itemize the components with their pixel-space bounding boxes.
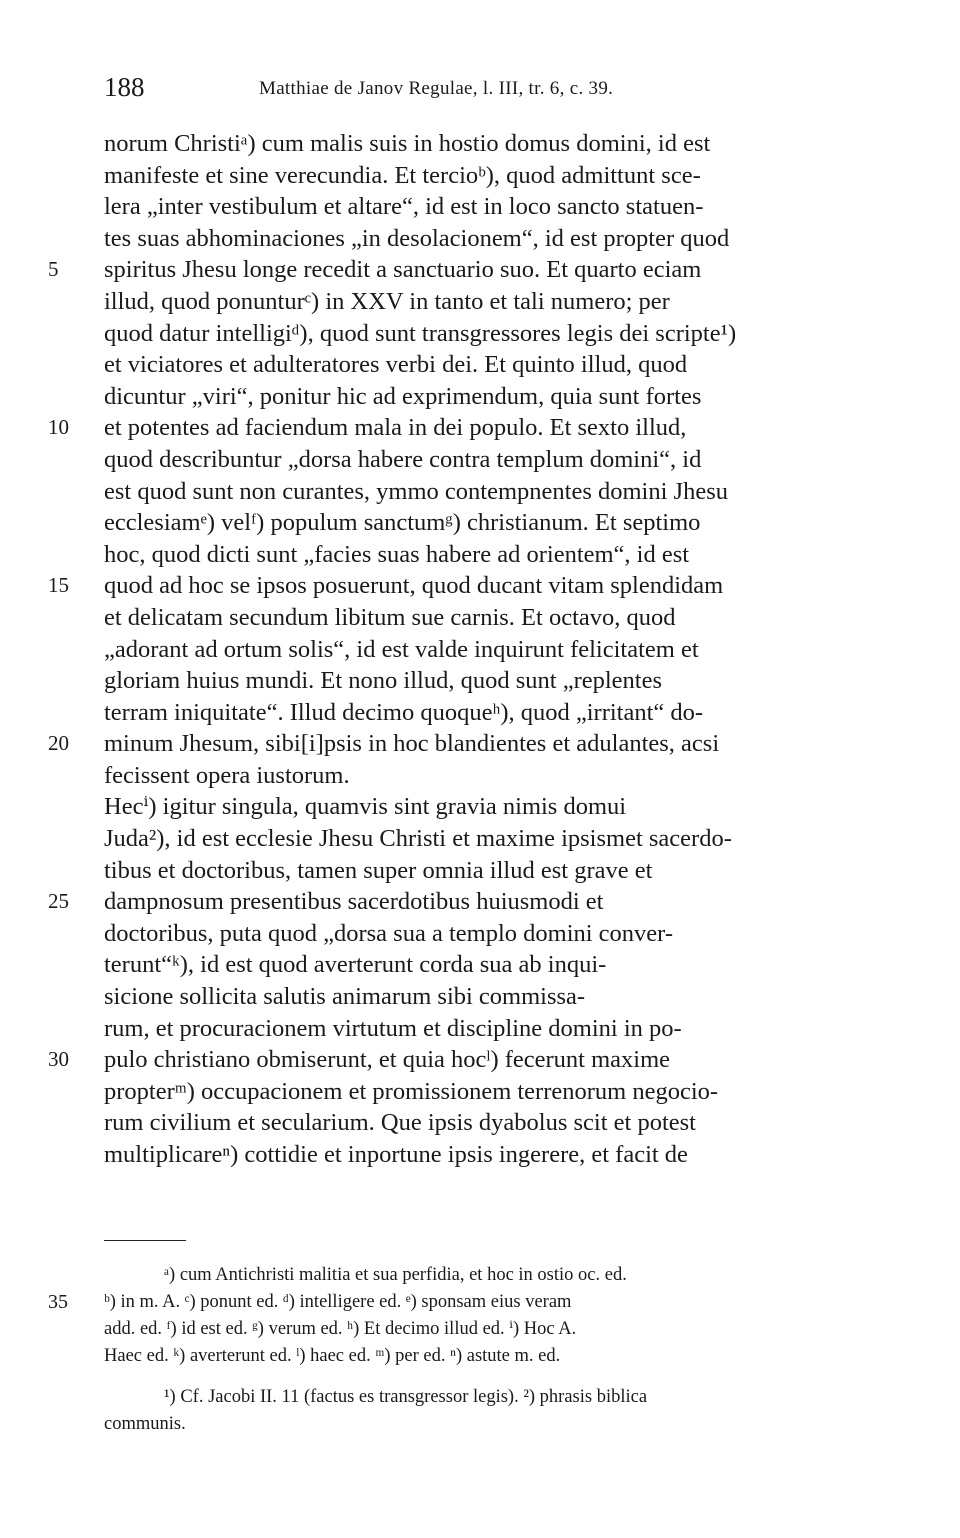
variant-note-line: [0, 1289, 879, 1316]
text-line: [0, 634, 874, 666]
text-line: [0, 539, 874, 571]
line-text: gloriam huius mundi. Et nono illud, quod sunt „replentes: [104, 667, 662, 695]
line-text: rum, et procuracionem virtutum et discipline domini in po-: [104, 1014, 682, 1042]
text-line: [0, 286, 874, 318]
text-line: [0, 570, 874, 602]
line-number: 5: [48, 257, 59, 282]
text-line: [0, 254, 874, 286]
text-line: [0, 1139, 874, 1171]
line-text: pulo christiano obmiserunt, et quia hocˡ) fecerunt maxime: [104, 1046, 671, 1074]
line-text: propterᵐ) occupacionem et promissionem terrenorum negocio-: [104, 1077, 719, 1105]
text-line: [0, 381, 874, 413]
line-text: et delicatam secundum libitum sue carnis. Et octavo, quod: [104, 603, 676, 631]
main-text: [0, 128, 960, 1171]
note-text: ᵃ) cum Antichristi malitia et sua perfidia, et hoc in ostio oc. ed.: [164, 1265, 627, 1285]
line-text: ecclesiamᵉ) velᶠ) populum sanctumᵍ) christianum. Et septimo: [104, 509, 701, 537]
line-text: tibus et doctoribus, tamen super omnia illud est grave et: [104, 856, 653, 884]
line-text: illud, quod ponunturᶜ) in XXV in tanto et tali numero; per: [104, 287, 670, 315]
page-header: [104, 72, 884, 112]
line-number: 10: [48, 415, 69, 440]
variant-note-line: [0, 1316, 879, 1343]
line-text: terram iniquitate“. Illud decimo quoqueʰ), quod „irritant“ do-: [104, 698, 704, 726]
line-text: quod datur intelligiᵈ), quod sunt transgressores legis dei scripte¹): [104, 319, 737, 347]
note-text: ᵇ) in m. A. ᶜ) ponunt ed. ᵈ) intelligere ed. ᵉ) sponsam eius veram: [104, 1292, 572, 1312]
variant-notes: [0, 1262, 960, 1370]
line-text: quod describuntur „dorsa habere contra templum domini“, id: [104, 445, 702, 473]
text-line: [0, 1044, 874, 1076]
text-line: [0, 855, 874, 887]
text-line: [0, 349, 874, 381]
text-line: [0, 476, 874, 508]
footnotes: [0, 1262, 960, 1438]
text-line: [0, 981, 874, 1013]
line-number: 35: [48, 1291, 68, 1313]
text-line: [0, 728, 874, 760]
line-text: tes suas abhominaciones „in desolacionem“, id est propter quod: [104, 224, 730, 252]
line-text: et viciatores et adulteratores verbi dei. Et quinto illud, quod: [104, 351, 688, 379]
line-text: dampnosum presentibus sacerdotibus huiusmodi et: [104, 888, 604, 916]
line-text: minum Jhesum, sibi[i]psis in hoc blandientes et adulantes, acsi: [104, 730, 720, 758]
text-line: [0, 602, 874, 634]
line-number: 25: [48, 889, 69, 914]
text-line: [0, 760, 874, 792]
note-text: ¹) Cf. Jacobi II. 11 (factus es transgressor legis). ²) phrasis biblica: [164, 1387, 648, 1407]
line-text: norum Christiᵃ) cum malis suis in hostio domus domini, id est: [104, 130, 711, 157]
line-text: est quod sunt non curantes, ymmo contempnentes domini Jhesu: [104, 477, 728, 505]
footnote-divider: [104, 1240, 186, 1241]
line-text: sicione sollicita salutis animarum sibi commissa-: [104, 983, 586, 1011]
line-number: 20: [48, 731, 69, 756]
text-line: [0, 918, 874, 950]
reference-notes: [0, 1384, 960, 1438]
text-line: [0, 160, 874, 192]
text-line: [0, 1076, 874, 1108]
line-text: spiritus Jhesu longe recedit a sanctuario suo. Et quarto eciam: [104, 256, 702, 284]
line-text: multiplicareⁿ) cottidie et inportune ipsis ingerere, et facit de: [104, 1141, 688, 1168]
text-line: [0, 507, 874, 539]
line-text: terunt“ᵏ), id est quod averterunt corda sua ab inqui-: [104, 951, 607, 979]
line-text: manifeste et sine verecundia. Et tercioᵇ), quod admittunt sce-: [104, 161, 701, 189]
note-text: communis.: [104, 1414, 186, 1434]
line-text: hoc, quod dicti sunt „facies suas habere ad orientem“, id est: [104, 540, 690, 568]
text-line: [0, 412, 874, 444]
text-line: [0, 823, 874, 855]
line-number: 15: [48, 573, 69, 598]
line-text: rum civilium et secularium. Que ipsis dyabolus scit et potest: [104, 1109, 696, 1137]
note-text: Haec ed. ᵏ) averterunt ed. ˡ) haec ed. ᵐ) per ed. ⁿ) astute m. ed.: [104, 1346, 561, 1366]
text-line: [0, 1107, 874, 1139]
line-text: quod ad hoc se ipsos posuerunt, quod ducant vitam splendidam: [104, 572, 724, 600]
text-line: [0, 791, 874, 823]
text-line: [0, 886, 874, 918]
text-line: [0, 128, 874, 160]
running-title: Matthiae de Janov Regulae, l. III, tr. 6, c. 39.: [259, 78, 614, 99]
text-line: [0, 949, 874, 981]
line-text: dicuntur „viri“, ponitur hic ad exprimendum, quia sunt fortes: [104, 382, 702, 410]
text-line: [0, 665, 874, 697]
line-text: et potentes ad faciendum mala in dei populo. Et sexto illud,: [104, 414, 687, 442]
variant-note-line: [0, 1343, 879, 1370]
line-text: Juda²), id est ecclesie Jhesu Christi et maxime ipsismet sacerdo-: [104, 825, 732, 853]
text-line: [0, 1013, 874, 1045]
text-line: [0, 223, 874, 255]
line-text: „adorant ad ortum solis“, id est valde inquirunt felicitatem et: [104, 635, 699, 663]
text-line: [0, 444, 874, 476]
line-text: doctoribus, puta quod „dorsa sua a templo domini conver-: [104, 919, 674, 947]
reference-note-line: [0, 1384, 879, 1411]
text-line: [0, 191, 874, 223]
variant-note-line: [0, 1262, 879, 1289]
text-line: [0, 318, 874, 350]
note-text: add. ed. ᶠ) id est ed. ᵍ) verum ed. ʰ) Et decimo illud ed. ⁱ) Hoc A.: [104, 1319, 577, 1339]
line-number: 30: [48, 1047, 69, 1072]
text-line: [0, 697, 874, 729]
line-text: fecissent opera iustorum.: [104, 761, 350, 789]
line-text: lera „inter vestibulum et altare“, id est in loco sancto statuen-: [104, 193, 704, 221]
page-number: 188: [104, 72, 145, 102]
reference-note-line: [0, 1411, 879, 1438]
line-text: Hecⁱ) igitur singula, quamvis sint gravia nimis domui: [104, 793, 627, 821]
